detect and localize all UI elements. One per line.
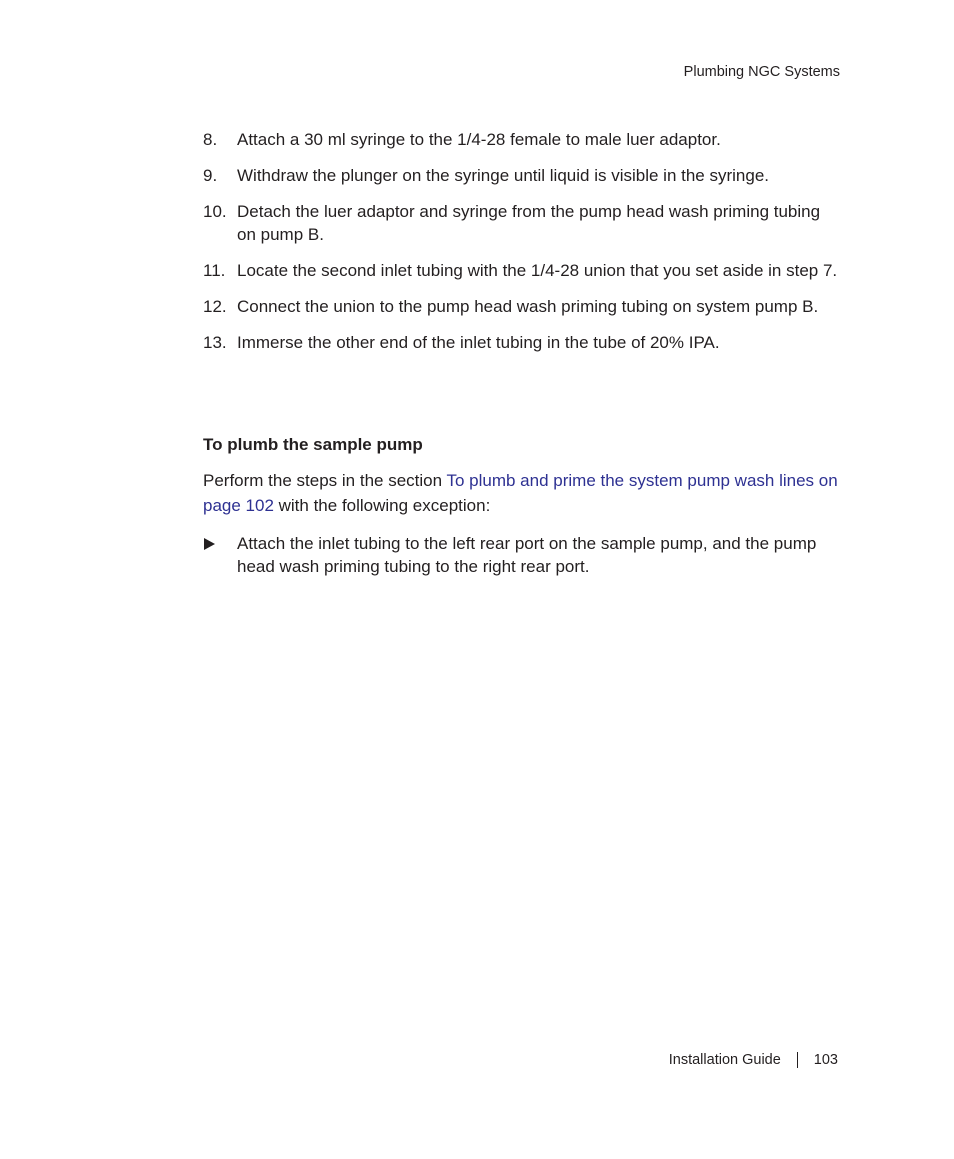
running-footer: [669, 1052, 838, 1068]
step-text: Locate the second inlet tubing with the 1/4-28 union that you set aside in step 7.: [237, 261, 838, 280]
procedure-step: [203, 331, 843, 354]
procedure-steps-list: [203, 128, 843, 367]
step-text: Withdraw the plunger on the syringe until liquid is visible in the syringe.: [237, 166, 769, 185]
step-text: Detach the luer adaptor and syringe from the pump head wash priming tubing on pump B.: [237, 202, 821, 244]
step-number: 10.: [203, 202, 227, 221]
procedure-step: [203, 259, 843, 282]
procedure-step: [203, 295, 843, 318]
bullet-text: Attach the inlet tubing to the left rear port on the sample pump, and the pump head wash priming tubing to the right rear port.: [237, 534, 817, 576]
running-header-title: Plumbing NGC Systems: [683, 64, 840, 80]
page-number: 103: [813, 1052, 838, 1068]
step-text: Immerse the other end of the inlet tubing in the tube of 20% IPA.: [237, 333, 720, 352]
cross-reference-link[interactable]: To plumb and prime the system pump wash lines on page 102: [203, 471, 838, 515]
footer-guide-title: Installation Guide: [668, 1052, 781, 1068]
step-number: 11.: [203, 261, 226, 280]
step-number: 12.: [203, 297, 227, 316]
intro-text-before: Perform the steps in the section: [203, 471, 447, 490]
procedure-step: [203, 128, 843, 151]
step-number: 13.: [203, 333, 227, 352]
step-number: 9.: [203, 166, 218, 185]
exception-bullet-list: [203, 532, 843, 578]
step-text: Attach a 30 ml syringe to the 1/4-28 female to male luer adaptor.: [237, 130, 721, 149]
footer-divider: [797, 1052, 798, 1068]
bullet-item: [203, 532, 843, 578]
intro-text-after: with the following exception:: [273, 496, 491, 515]
procedure-step: [203, 200, 843, 246]
procedure-step: [203, 164, 843, 187]
section-heading: To plumb the sample pump: [203, 435, 423, 454]
triangle-bullet-icon: [204, 538, 215, 550]
step-number: 8.: [203, 130, 218, 149]
step-text: Connect the union to the pump head wash priming tubing on system pump B.: [237, 297, 819, 316]
section-intro-paragraph: [203, 468, 839, 518]
